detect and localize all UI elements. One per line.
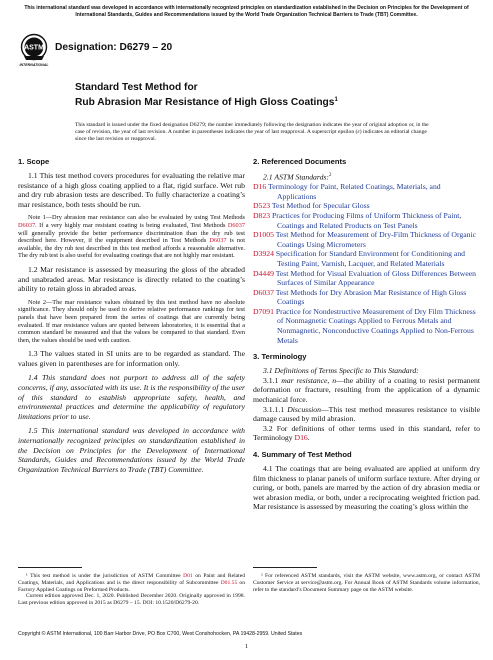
reference-code[interactable]: D4449: [253, 268, 274, 278]
footnote-1: [18, 567, 245, 607]
para-1-3: 1.3 The values stated in SI units are to be regarded as standard. The values given in parentheses are for information only.: [18, 349, 245, 368]
reference-title[interactable]: Practice for Nondestructive Measurement of Dry Film Thickness of Nonmagnetic Coatings Applied to Ferrous Metals and Nonmagnetic, Nonconductive Coatings Applied to Non-Ferrous Metals: [275, 306, 476, 345]
page-number: 1: [244, 643, 249, 650]
reference-code[interactable]: D3924: [253, 249, 274, 259]
reference-item[interactable]: [253, 230, 480, 249]
right-column: [253, 157, 480, 517]
link-d6037[interactable]: D6037: [209, 237, 227, 245]
reference-item[interactable]: [253, 249, 480, 268]
footnote-1-edition: Current edition approved Dec. 1, 2020. Published December 2020. Originally approved in 1998. Last previous edition approved in 2015 as D6279 – 15. DOI: 10.1520/D6279-20.: [18, 593, 245, 607]
para-3-1-1-1: 3.1.1.1 Discussion—This test method measures resistance to visible damage caused by mild abrasion.: [253, 404, 480, 424]
note-1: Note 1—Dry abrasion mar resistance can also be evaluated by using Test Methods D6037. If a very highly mar resistant coating is being evaluated, Test Methods D6037 will generally provide the better performance discrimination than the dry rub test described here. However, if the equipment described in Test Methods D6037 is not available, the dry rub test described in this test method affords a reasonable alternative. The dry rub test is also useful for evaluating coatings that are not highly mar resistant.: [18, 214, 245, 260]
reference-code[interactable]: D6037: [253, 287, 274, 297]
section-1-heading: 1. Scope: [18, 157, 50, 166]
title-main: Rub Abrasion Mar Resistance of High Gloss Coatings: [75, 97, 335, 109]
para-4-1: 4.1 The coatings that are being evaluated are applied at uniform dry film thickness to planar panels of uniform surface texture. After drying or curing, or both, panels are marred by the action of dry abrasion media or wet abrasion media, or both, under a reciprocating weighted friction pad. Mar resistance is assessed by measuring the coating’s gloss within the: [253, 464, 480, 512]
section-3-heading: 3. Terminology: [253, 352, 307, 362]
para-3-2: 3.2 For definitions of other terms used in this standard, refer to Terminology D16.: [253, 423, 480, 443]
footnote-1-text: ¹ This test method is under the jurisdiction of ASTM Committee D01 on Paint and Related Coatings, Materials, and Applications and is the direct responsibility of Subcommittee D01.55 on Factory Applied Coatings on Preformed Products.: [18, 573, 245, 593]
reference-item[interactable]: [253, 288, 480, 307]
footnote-2: [253, 567, 480, 593]
reference-list: [253, 182, 480, 345]
reference-title[interactable]: Specification for Standard Environment for Conditioning and Testing Paint, Varnish, Lacquer, and Related Materials: [275, 249, 466, 268]
reference-title[interactable]: Test Methods for Dry Abrasion Mar Resistance of High Gloss Coatings: [275, 287, 467, 307]
para-1-5: 1.5 This international standard was developed in accordance with internationally recognized principles on standardization established in the Decision on Principles for the Development of International Standards, Guides and Recommendations issued by the World Trade Organization Technical Barriers to Trade (TBT) Committee.: [18, 426, 245, 474]
astm-logo-icon: [18, 32, 50, 70]
para-1-1: 1.1 This test method covers procedures for evaluating the relative mar resistance of a high gloss coating applied to a flat, rigid surface. Wet rub and dry rub abrasion tests are described. To fully characterize a coating’s mar resistance, both tests should be run.: [18, 171, 245, 209]
para-3-1: 3.1 Definitions of Terms Specific to This Standard:: [263, 366, 419, 376]
title-line-2: [75, 94, 455, 109]
reference-code[interactable]: D1005: [253, 230, 274, 240]
note-2: Note 2—The mar resistance values obtained by this test method have no absolute significance. They should only be used to derive relative performance rankings for test panels that have been prepared from the series of coatings that are currently being evaluated. If mar resistance values are quoted between laboratories, it is essential that a common standard be measured and that the values be compared to that standard. Even then, the values should be used with caution.: [18, 298, 245, 344]
svg-text:ASTM: ASTM: [24, 44, 44, 52]
reference-item[interactable]: [253, 211, 480, 230]
reference-title[interactable]: Test Method for Measurement of Dry-Film Thickness of Organic Coatings Using Micrometers: [275, 230, 477, 249]
reference-item[interactable]: [253, 307, 480, 345]
logo-text: INTERNATIONAL: [19, 63, 49, 67]
reference-title[interactable]: Terminology for Paint, Related Coatings, Materials, and Applications: [268, 182, 441, 201]
astm-standards-subheading: 2.1 ASTM Standards:$^2$: [263, 172, 332, 182]
link-d6037[interactable]: D6037: [227, 221, 245, 229]
link-d16[interactable]: D16: [294, 433, 308, 443]
reference-code[interactable]: D523: [253, 201, 271, 211]
standard-notice: This international standard was developed in accordance with internationally recognized principles on standardization established in the Decision on Principles for the Development of International Standards, Guides and Recommendations issued by the World Trade Organization Technical Barriers to Trade (TBT) Committee.: [24, 5, 469, 18]
copyright-line: Copyright © ASTM International, 100 Barr Harbor Drive, PO Box C700, West Conshohocken, PA 19428-2959. United States: [18, 631, 303, 637]
footnote-2-text: ² For referenced ASTM standards, visit the ASTM website, www.astm.org, or contact ASTM Customer Service at service@astm.org. For Annual Book of ASTM Standards volume information, refer to the standard’s Document Summary page on the ASTM website.: [253, 573, 480, 593]
designation: Designation: D6279 – 20: [55, 42, 173, 53]
para-1-4: 1.4 This standard does not purport to address all of the safety concerns, if any, associated with its use. It is the responsibility of the user of this standard to establish appropriate safety, health, and environmental practices and determine the applicability of regulatory limitations prior to use.: [18, 373, 245, 421]
reference-title[interactable]: Practices for Producing Films of Uniform Thickness of Paint, Coatings and Related Products on Test Panels: [272, 210, 462, 230]
footnote-ref: 1: [334, 97, 338, 104]
reference-code[interactable]: D16: [253, 182, 267, 192]
link-d6037[interactable]: D6037: [18, 221, 36, 229]
reference-title[interactable]: Test Method for Specular Gloss: [271, 201, 370, 211]
left-column: [18, 157, 245, 479]
footnote-divider: [18, 567, 82, 568]
reference-item[interactable]: [253, 269, 480, 288]
reference-code[interactable]: D823: [253, 210, 271, 220]
issuance-statement: This standard is issued under the fixed designation D6279; the number immediately following the designation indicates the year of original adoption or, in the case of revision, the year of last revision. A number in parentheses indicates the year of last reapproval. A superscript epsilon (ε) indicates an editorial change since the last revision or reapproval.: [75, 122, 429, 142]
section-4-heading: 4. Summary of Test Method: [253, 450, 352, 459]
section-2-heading: 2. Referenced Documents: [253, 157, 347, 166]
link-d01[interactable]: D01: [183, 573, 193, 579]
title-line-1: Standard Test Method for: [75, 82, 198, 93]
para-1-2: 1.2 Mar resistance is assessed by measuring the gloss of the abraded and unabraded areas. Mar resistance is directly related to the coating’s ability to retain gloss in abraded areas.: [18, 264, 245, 294]
document-title: [75, 82, 455, 110]
reference-title[interactable]: Test Method for Visual Evaluation of Gloss Differences Between Surfaces of Similar Appearance: [275, 268, 476, 288]
footnote-divider: [253, 567, 317, 568]
reference-item[interactable]: [253, 201, 480, 211]
reference-code[interactable]: D7091: [253, 306, 274, 316]
reference-item[interactable]: [253, 182, 480, 201]
link-d01-55[interactable]: D01.55: [220, 579, 238, 586]
para-3-1-1: 3.1.1 mar resistance, n—the ability of a coating to resist permanent deformation or fracture, resulting from the application of a dynamic mechanical force.: [253, 375, 480, 405]
